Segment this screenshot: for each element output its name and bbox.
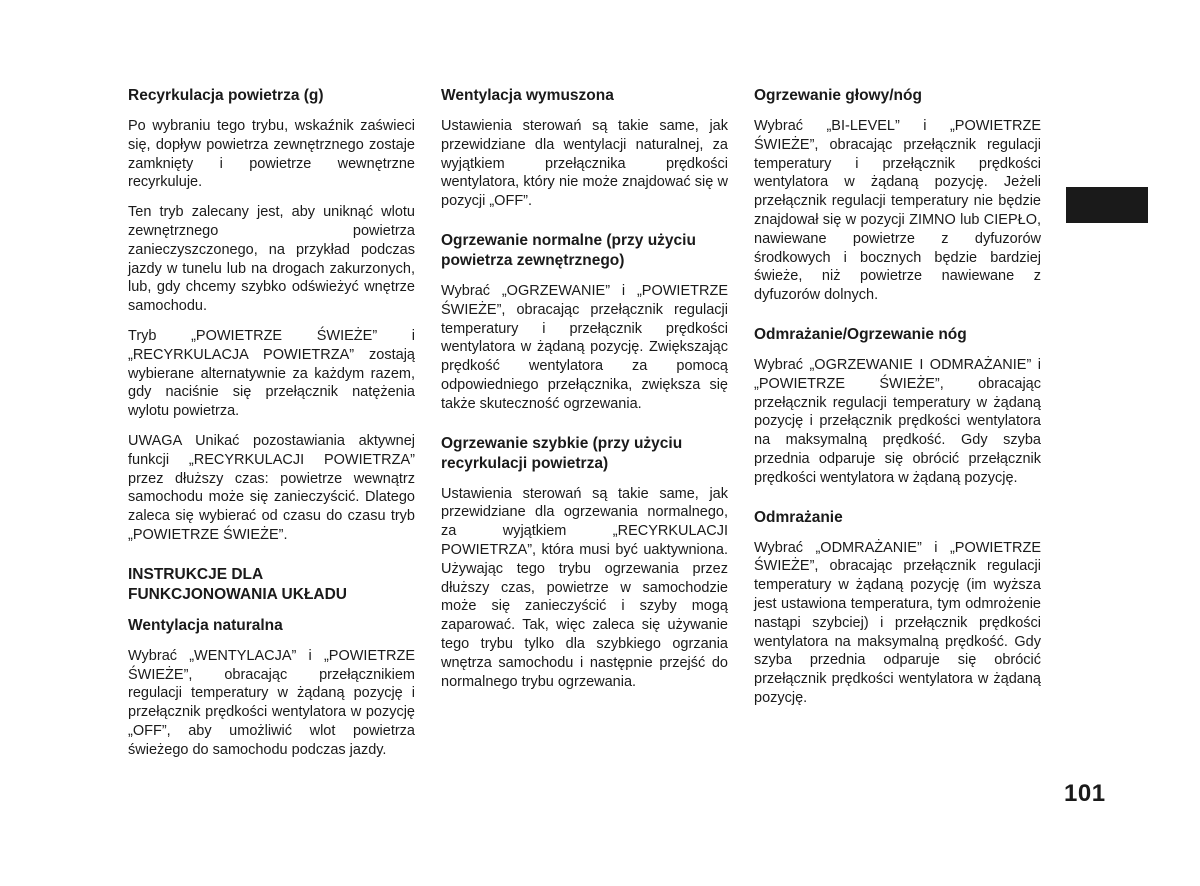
heading-forced-ventilation: Wentylacja wymuszona xyxy=(441,87,614,104)
paragraph: Ten tryb zalecany jest, aby uniknąć wlotu zewnętrznego powietrza zanieczyszczonego, na przykład podczas jazdy w tunelu lub na drogach zakurzonych, lub, gdy chcemy szybko odświeżyć wnętrze samochodu. xyxy=(128,204,415,315)
section-tab-marker xyxy=(1066,187,1148,223)
paragraph: Ustawienia sterowań są takie same, jak przewidziane dla wentylacji naturalnej, za wyjątkiem przełącznika prędkości wentylatora, który nie może znajdować się w pozycji „OFF”. xyxy=(441,118,728,210)
paragraph: Wybrać „BI-LEVEL” i „POWIETRZE ŚWIEŻE”, obracając przełącznik regulacji temperatury i przełącznik prędkości wentylatora w żądaną pozycję. Jeżeli przełącznik regulacji temperatury nie będzie znajdował się w pozycji ZIMNO lub CIEPŁO, nawiewane powietrze z dyfuzorów środkowych i bocznych będzie bardziej świeże, niż powietrze nawiewane z dyfuzorów dolnych. xyxy=(754,118,1041,304)
paragraph: Wybrać „WENTYLACJA” i „POWIETRZE ŚWIEŻE”, obracając przełącznikiem regulacji temperatury w żądaną pozycję i przełącznik prędkości wentylatora w pozycję „OFF”, aby umożliwić wlot powietrza świeżego do samochodu podczas jazdy. xyxy=(128,647,415,758)
text-column-left xyxy=(128,86,415,771)
heading-recirculation: Recyrkulacja powietrza (g) xyxy=(128,87,324,104)
heading-natural-ventilation: Wentylacja naturalna xyxy=(128,616,283,634)
paragraph: Wybrać „ODMRAŻANIE” i „POWIETRZE ŚWIEŻE”, obracając przełącznik regulacji temperatury w żądaną pozycję (im wyższa jest ustawiona temperatura, tym odmrożenie nastąpi szybciej) i przełącznik prędkości wentylatora na maksymalną prędkość. Gdy szyba przednia odparuje się obrócić przełącznik prędkości wentylatora w żądaną pozycję. xyxy=(754,539,1041,706)
text-column-middle xyxy=(441,86,728,702)
heading-defrost-feet: Odmrażanie/Ogrzewanie nóg xyxy=(754,325,967,343)
paragraph: Tryb „POWIETRZE ŚWIEŻE” i „RECYRKULACJA POWIETRZA” zostają wybierane alternatywnie za każdym razem, gdy naciśnie się przełącznik natężenia wylotu powietrza. xyxy=(128,327,415,420)
heading-defrost: Odmrażanie xyxy=(754,508,843,526)
heading-normal-heating: Ogrzewanie normalne (przy użyciu powietrza zewnętrznego) xyxy=(441,231,696,269)
paragraph-note: UWAGA Unikać pozostawiania aktywnej funkcji „RECYRKULACJI POWIETRZA” przez dłuższy czas: powietrze wewnątrz samochodu może się zanieczyścić. Dlatego zaleca się wybierać od czasu do czasu tryb „POWIETRZE ŚWIEŻE”. xyxy=(128,432,415,543)
text-column-right xyxy=(754,86,1041,719)
paragraph: Po wybraniu tego trybu, wskaźnik zaświeci się, dopływ powietrza zewnętrznego zostaje zamknięty i powietrze wewnętrzne recyrkuluje. xyxy=(128,118,415,191)
heading-system-instructions: INSTRUKCJE DLA FUNKCJONOWANIA UKŁADU xyxy=(128,565,347,603)
paragraph: Ustawienia sterowań są takie same, jak przewidziane dla ogrzewania normalnego, za wyjątkiem „RECYRKULACJI POWIETRZA”, która musi być uaktywniona. Używając tego trybu ogrzewania przez dłuższy czas, powietrze w samochodzie może się zanieczyścić i szyby mogą zaparować. Tak, więc zaleca się używanie tego trybu tylko dla szybkiego ogrzania wnętrza samochodu i następnie przejść do normalnego trybu ogrzewania. xyxy=(441,485,728,690)
page-number: 101 xyxy=(1064,780,1106,807)
paragraph: Wybrać „OGRZEWANIE I ODMRAŻANIE” i „POWIETRZE ŚWIEŻE”, obracając przełącznik regulacji temperatury w żądaną pozycję i przełącznik prędkości wentylatora na maksymalną prędkość. Gdy szyba przednia odparuje się obrócić przełącznik prędkości wentylatora w żądaną pozycję. xyxy=(754,356,1041,486)
heading-head-feet-heating: Ogrzewanie głowy/nóg xyxy=(754,87,922,104)
heading-fast-heating: Ogrzewanie szybkie (przy użyciu recyrkulacji powietrza) xyxy=(441,434,683,472)
paragraph: Wybrać „OGRZEWANIE” i „POWIETRZE ŚWIEŻE”, obracając przełącznik regulacji temperatury i przełącznik prędkości wentylatora w żądaną pozycję. Zwiększając prędkość wentylatora za pomocą odpowiedniego przełącznika, zwiększa się także skuteczność ogrzewania. xyxy=(441,282,728,412)
